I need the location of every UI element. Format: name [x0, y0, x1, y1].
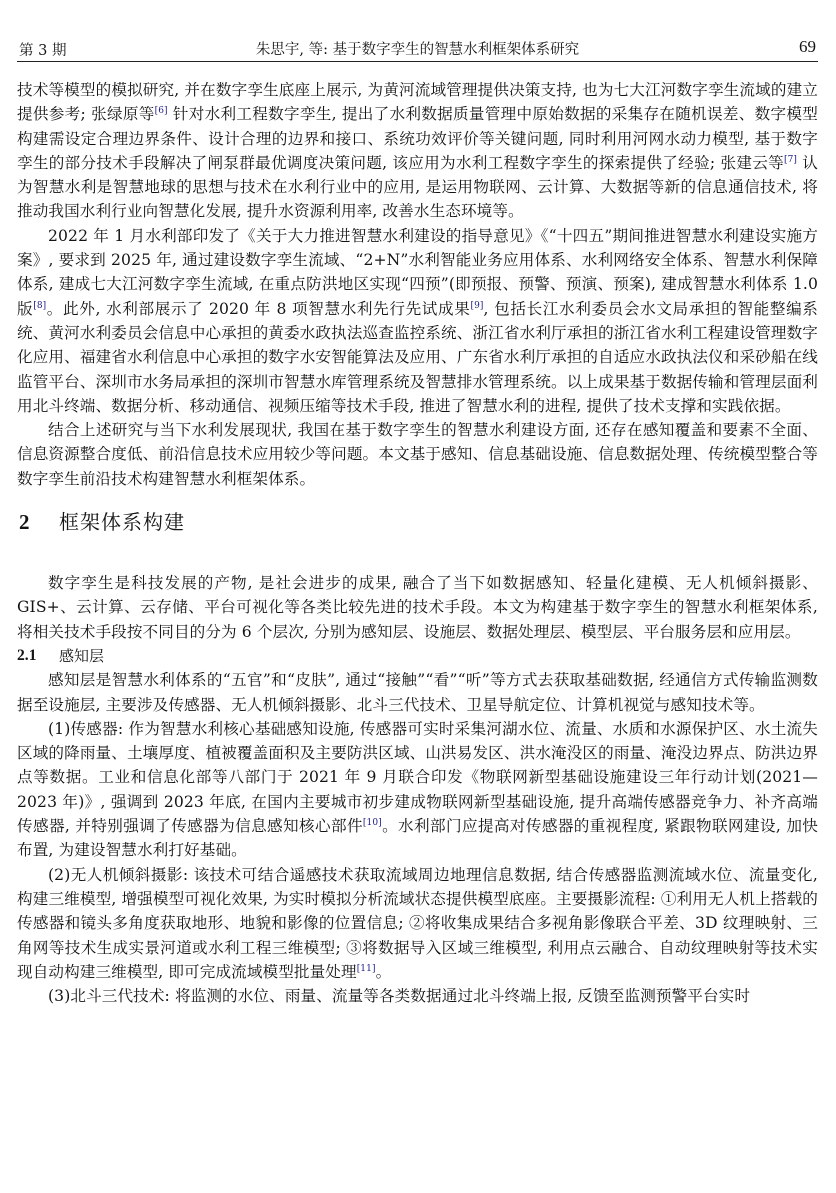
body-paragraph: [17, 571, 818, 644]
paragraph-text: 感知层是智慧水利体系的“五官”和“皮肤”, 通过“接触”“看”“听”等方式去获取基础数据, 经通信方式传输监测数据至设施层, 主要涉及传感器、无人机倾斜摄影、北斗三代技术、卫星导航定位、计算机视觉与感知技术等。: [17, 671, 818, 714]
running-title: 朱思宇, 等: 基于数字孪生的智慧水利框架体系研究: [255, 42, 580, 58]
body-paragraph: [17, 863, 818, 984]
paragraph-text: 针对水利工程数字孪生, 提出了水利数据质量管理中原始数据的采集存在随机误差、数字模型构建需设定合理边界条件、设计合理的边界和接口、系统功效评价等关键问题, 同时利用河网水动力模型, 基于数字孪生的部分技术手段解决了闸泵群最优调度决策问题, 该应用为水利工程数字孪生的探索提供了经验; 张建云等: [17, 105, 818, 172]
page-number: 69: [799, 37, 816, 56]
subsection-number: 2.1: [17, 646, 37, 664]
paragraph-text: , 包括长江水利委员会水文局承担的智能整编系统、黄河水利委员会信息中心承担的黄委水政执法巡查监控系统、浙江省水利厅承担的浙江省水利工程建设管理数字化应用、福建省水利信息中心承担的数字水安智能算法及应用、广东省水利厅承担的自适应水政执法仪和采砂船在线监管平台、深圳市水务局承担的深圳市智慧水库管理系统及智慧排水管理系统。以上成果基于数据传输和管理层面利用北斗终端、数据分析、移动通信、视频压缩等技术手段, 推进了智慧水利的进程, 提供了技术支撑和实践依据。: [17, 299, 818, 415]
citation-ref[interactable]: [9]: [470, 300, 484, 311]
running-header: [17, 0, 818, 62]
subsection-paragraphs: [17, 668, 818, 1008]
body-paragraph: [17, 78, 818, 224]
section-title: 框架体系构建: [59, 510, 185, 535]
subsection-title: 感知层: [59, 646, 105, 665]
paragraph-text: 。: [375, 962, 392, 981]
paragraph-text: 认为智慧水利是智慧地球的思想与技术在水利行业中的应用, 是运用物联网、云计算、大数据等新的信息通信技术, 将推动我国水利行业向智慧化发展, 提升水资源利用率, 改善水生态环境等。: [17, 153, 818, 221]
subsection-heading: [17, 644, 818, 668]
paragraph-text: 数字孪生是科技发展的产物, 是社会进步的成果, 融合了当下如数据感知、轻量化建模、无人机倾斜摄影、GIS+、云计算、云存储、平台可视化等各类比较先进的技术手段。本文为构建基于数字孪生的智慧水利框架体系, 将相关技术手段按不同目的分为 6 个层次, 分别为感知层、设施层、数据处理层、模型层、平台服务层和应用层。: [17, 574, 818, 641]
article-body: [17, 78, 818, 1008]
citation-ref[interactable]: [10]: [362, 818, 382, 829]
body-paragraph: [17, 984, 818, 1008]
paragraph-text: (3)北斗三代技术: 将监测的水位、雨量、流量等各类数据通过北斗终端上报, 反馈至监测预警平台实时: [48, 987, 751, 1006]
section-heading: [17, 508, 818, 536]
body-paragraph: [17, 717, 818, 863]
section-number: 2: [19, 510, 30, 535]
body-paragraph: [17, 224, 818, 418]
paragraph-text: 2022 年 1 月水利部印发了《关于大力推进智慧水利建设的指导意见》《“十四五”期间推进智慧水利建设实施方案》, 要求到 2025 年, 通过建设数字孪生流域、“2+N”水利智能业务应用体系、水利网络安全体系、智慧水利保障体系, 建成七大江河数字孪生流域, 在重点防洪地区实现“四预”(即预报、预警、预演、预案), 建成智慧水利体系 1.0 版: [17, 226, 818, 318]
paragraph-text: 结合上述研究与当下水利发展现状, 我国在基于数字孪生的智慧水利建设方面, 还存在感知覆盖和要素不全面、信息资源整合度低、前沿信息技术应用较少等问题。本文基于感知、信息基础设施、信息数据处理、传统模型整合等数字孪生前沿技术构建智慧水利框架体系。: [17, 421, 818, 488]
issue-label: 第 3 期: [19, 43, 67, 59]
paragraph-text: 。此外, 水利部展示了 2020 年 8 项智慧水利先行先试成果: [46, 299, 471, 318]
paragraph-text: 技术等模型的模拟研究, 并在数字孪生底座上展示, 为黄河流域管理提供决策支持, 也为七大江河数字孪生流域的建立提供参考; 张绿原等: [17, 81, 818, 124]
citation-ref[interactable]: [7]: [783, 154, 798, 165]
paragraph-text: 。水利部门应提高对传感器的重视程度, 紧跟物联网建设, 加快布置, 为建设智慧水利打好基础。: [17, 817, 818, 860]
citation-ref[interactable]: [6]: [154, 106, 168, 117]
citation-ref[interactable]: [11]: [356, 963, 376, 974]
paragraph-text: (2)无人机倾斜摄影: 该技术可结合遥感技术获取流域周边地理信息数据, 结合传感器监测流域水位、流量变化, 构建三维模型, 增强模型可视化效果, 为实时模拟分析流域状态提供模型底座。主要摄影流程: ①利用无人机上搭载的传感器和镜头多角度获取地形、地貌和影像的位置信息; ②将收集成果结合多视角影像联合平差、3D 纹理映射、三角网等技术生成实景河道或水利工程三维模型; ③将数据导入区域三维模型, 利用点云融合、自动纹理映射等技术实现自动构建三维模型, 即可完成流域模型批量处理: [17, 865, 818, 981]
body-paragraph: [17, 668, 818, 717]
paragraph-text: (1)传感器: 作为智慧水利核心基础感知设施, 传感器可实时采集河湖水位、流量、水质和水源保护区、水土流失区域的降雨量、土壤厚度、植被覆盖面积及主要防洪区域、山洪易发区、洪水淹没区的雨量、淹没边界点、防洪边界点等数据。工业和信息化部等八部门于 2021 年 9 月联合印发《物联网新型基础设施建设三年行动计划(2021—2023 年)》, 强调到 2023 年底, 在国内主要城市初步建成物联网新型基础设施, 提升高端传感器竞争力、补齐高端传感器, 并特别强调了传感器为信息感知核心部件: [17, 719, 818, 836]
citation-ref[interactable]: [8]: [33, 300, 47, 311]
body-paragraph: [17, 418, 818, 491]
section-paragraphs: [17, 571, 818, 644]
intro-paragraphs: [17, 78, 818, 491]
